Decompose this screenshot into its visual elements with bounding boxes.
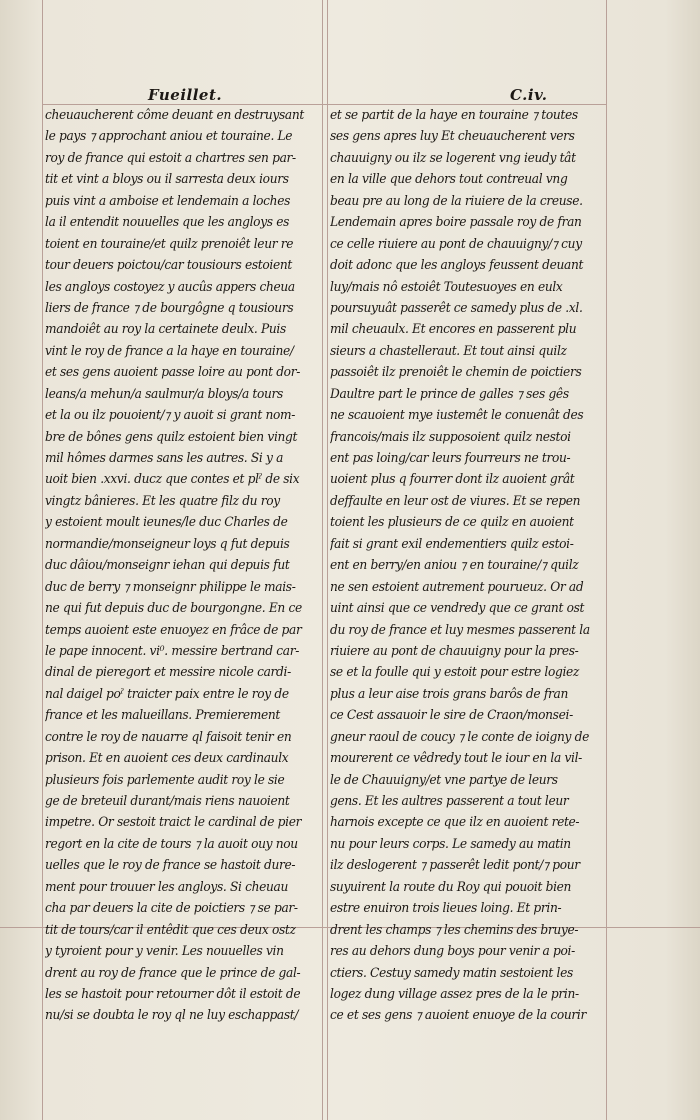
text-line: riuiere au pont de chauuigny pour la pres- [330, 642, 579, 658]
text-line: ne qui fut depuis duc de bourgongne. En ce [45, 600, 302, 616]
text-line: ent en berry/en aniou ⁊ en touraine/⁊ quilz [330, 557, 579, 573]
text-line: et ses gens auoient passe loire au pont dor- [45, 364, 300, 380]
text-line: se et la foulle qui y estoit pour estre logiez [330, 664, 580, 680]
text-line: ge de breteuil durant/mais riens nauoient [45, 793, 290, 808]
text-line: france et les malueillans. Premierement [45, 707, 280, 723]
text-line: roy de france qui estoit a chartres sen par- [45, 149, 296, 165]
text-line: du roy de france et luy mesmes passerent la [330, 621, 590, 637]
text-line: drent au roy de france que le prince de gal- [45, 964, 301, 980]
text-line: en la ville que dehors tout contreual vng [330, 171, 568, 187]
text-line: sieurs a chastelleraut. Et tout ainsi quilz [330, 342, 567, 358]
text-line: ment pour trouuer les angloys. Si cheuau [45, 878, 289, 894]
ruling-line-center-right [327, 0, 328, 1120]
text-line: tit de tours/car il entêdit que ces deux ostz [45, 921, 296, 937]
text-line: leans/a mehun/a saulmur/a bloys/a tours [45, 385, 283, 401]
text-line: suyuirent la route du Roy qui pouoit bien [330, 878, 572, 894]
text-line: passoiêt ilz prenoiêt le chemin de poictiers [330, 364, 582, 380]
text-line: harnois excepte ce que ilz en auoient rete- [330, 814, 580, 830]
ruling-line-center-left [322, 0, 323, 1120]
text-line: nu pour leurs corps. Le samedy au matin [330, 835, 571, 851]
text-line: vint le roy de france a la haye en touraine/ [45, 342, 294, 358]
text-line: ilz deslogerent ⁊ passerêt ledit pont/⁊ pour [330, 857, 580, 873]
text-line: ses gens apres luy Et cheuaucherent vers [330, 128, 575, 144]
text-line: logez dung village assez pres de la le prin- [330, 985, 579, 1001]
text-line: mil cheuaulx. Et encores en passerent plu [330, 321, 577, 337]
text-line: res au dehors dung boys pour venir a poi- [330, 943, 575, 959]
text-line: le pays ⁊ approchant aniou et touraine. Le [45, 128, 293, 144]
text-line: cheuaucherent côme deuant en destruysant [45, 107, 304, 122]
text-line: drent les champs ⁊ les chemins des bruye- [330, 921, 579, 937]
text-column-left [45, 104, 317, 1026]
text-line: toient les plusieurs de ce quilz en auoient [330, 514, 574, 530]
text-line: mil hômes darmes sans les autres. Si y a [45, 450, 284, 465]
text-line: mourerent ce vêdredy tout le iour en la vil- [330, 750, 582, 766]
text-line: ce Cest assauoir le sire de Craon/monsei- [330, 707, 573, 723]
text-line: toient en touraine/et quilz prenoiêt leur re [45, 235, 294, 251]
text-line: regort en la cite de tours ⁊ la auoit ouy nou [45, 835, 298, 851]
text-line: contre le roy de nauarre ql faisoit tenir en [45, 728, 292, 744]
text-line: mandoiêt au roy la certainete deulx. Puis [45, 321, 286, 337]
text-line: ne scauoient mye iustemêt le conuenât des [330, 407, 584, 423]
text-line: beau pre au long de la riuiere de la creuse. [330, 192, 583, 208]
text-line: liers de france ⁊ de bourgôgne q tousiours [45, 299, 294, 315]
text-line: uoient plus q fourrer dont ilz auoient grât [330, 471, 575, 487]
text-line: poursuyuât passerêt ce samedy plus de .xl. [330, 299, 583, 315]
text-line: prison. Et en auoient ces deux cardinaulx [45, 750, 289, 766]
text-line: et la ou ilz pouoient/⁊ y auoit si grant nom- [45, 407, 296, 423]
text-line: les angloys costoyez y aucûs appers cheua [45, 278, 295, 294]
text-line: ce celle riuiere au pont de chauuigny/⁊ cuy [330, 235, 582, 251]
text-line: nal daigel poˀ traicter paix entre le roy de [45, 685, 289, 701]
text-line: cha par deuers la cite de poictiers ⁊ se par- [45, 900, 298, 916]
text-line: chauuigny ou ilz se logerent vng ieudy tât [330, 149, 576, 165]
text-line: Daultre part le prince de galles ⁊ ses gês [330, 385, 569, 401]
text-line: tit et vint a bloys ou il sarresta deux iours [45, 171, 289, 187]
text-line: ce et ses gens ⁊ auoient enuoye de la courir [330, 1007, 587, 1023]
text-line: puis vint a amboise et lendemain a loches [45, 192, 291, 208]
text-line: deffaulte en leur ost de viures. Et se repen [330, 492, 581, 508]
text-line: uoit bien .xxvi. ducz que contes et plˀ de six [45, 471, 300, 487]
text-line: le pape innocent. vi⁰. messire bertrand car- [45, 642, 300, 658]
text-line: et se partit de la haye en touraine ⁊ toutes [330, 107, 578, 122]
header-left: Fueillet. [148, 86, 223, 104]
text-line: y estoient moult ieunes/le duc Charles de [45, 514, 288, 530]
text-line: dinal de pieregort et messire nicole cardi- [45, 664, 291, 680]
text-line: tour deuers poictou/car tousiours estoient [45, 257, 292, 273]
text-line: ne sen estoient autrement pourueuz. Or ad [330, 578, 584, 594]
text-line: le de Chauuigny/et vne partye de leurs [330, 771, 558, 787]
text-line: vingtz bânieres. Et les quatre filz du roy [45, 492, 280, 508]
text-line: gens. Et les aultres passerent a tout leur [330, 793, 569, 808]
text-line: la il entendit nouuelles que les angloys es [45, 214, 290, 230]
text-line: gneur raoul de coucy ⁊ le conte de ioigny de [330, 728, 590, 744]
text-line: luy/mais nô estoiêt Toutesuoyes en eulx [330, 278, 563, 294]
text-line: doit adonc que les angloys feussent deuant [330, 257, 584, 273]
text-column-right [330, 104, 602, 1026]
text-line: les se hastoit pour retourner dôt il estoit de [45, 985, 301, 1001]
text-line: temps auoient este enuoyez en frâce de par [45, 621, 302, 637]
text-line: duc de berry ⁊ monseignr philippe le mais- [45, 578, 296, 594]
text-line: Lendemain apres boire passale roy de fran [330, 214, 582, 230]
text-line: impetre. Or sestoit traict le cardinal de pier [45, 814, 302, 830]
text-line: nu/si se doubta le roy ql ne luy eschappast/ [45, 1007, 299, 1023]
text-line: normandie/monseigneur loys q fut depuis [45, 535, 290, 551]
text-line: duc dâiou/monseignr iehan qui depuis fut [45, 557, 290, 573]
ruling-line-left-outer [42, 0, 43, 1120]
text-line: uelles que le roy de france se hastoit dure- [45, 857, 296, 873]
folio-number: C.iv. [510, 86, 548, 104]
text-line: ent pas loing/car leurs fourreurs ne trou- [330, 450, 571, 465]
text-line: y tyroient pour y venir. Les nouuelles vin [45, 943, 284, 959]
text-line: ctiers. Cestuy samedy matin sestoient les [330, 964, 573, 980]
text-line: francois/mais ilz supposoient quilz nestoi [330, 428, 571, 444]
text-line: uint ainsi que ce vendredy que ce grant ost [330, 600, 585, 616]
text-line: bre de bônes gens quilz estoient bien vingt [45, 428, 298, 444]
text-line: estre enuiron trois lieues loing. Et prin- [330, 900, 562, 916]
ruling-line-right-outer [606, 0, 607, 1120]
text-line: plus a leur aise trois grans barôs de fran [330, 685, 568, 701]
text-line: plusieurs fois parlemente audit roy le sie [45, 771, 285, 787]
text-line: fait si grant exil endementiers quilz estoi- [330, 535, 574, 551]
